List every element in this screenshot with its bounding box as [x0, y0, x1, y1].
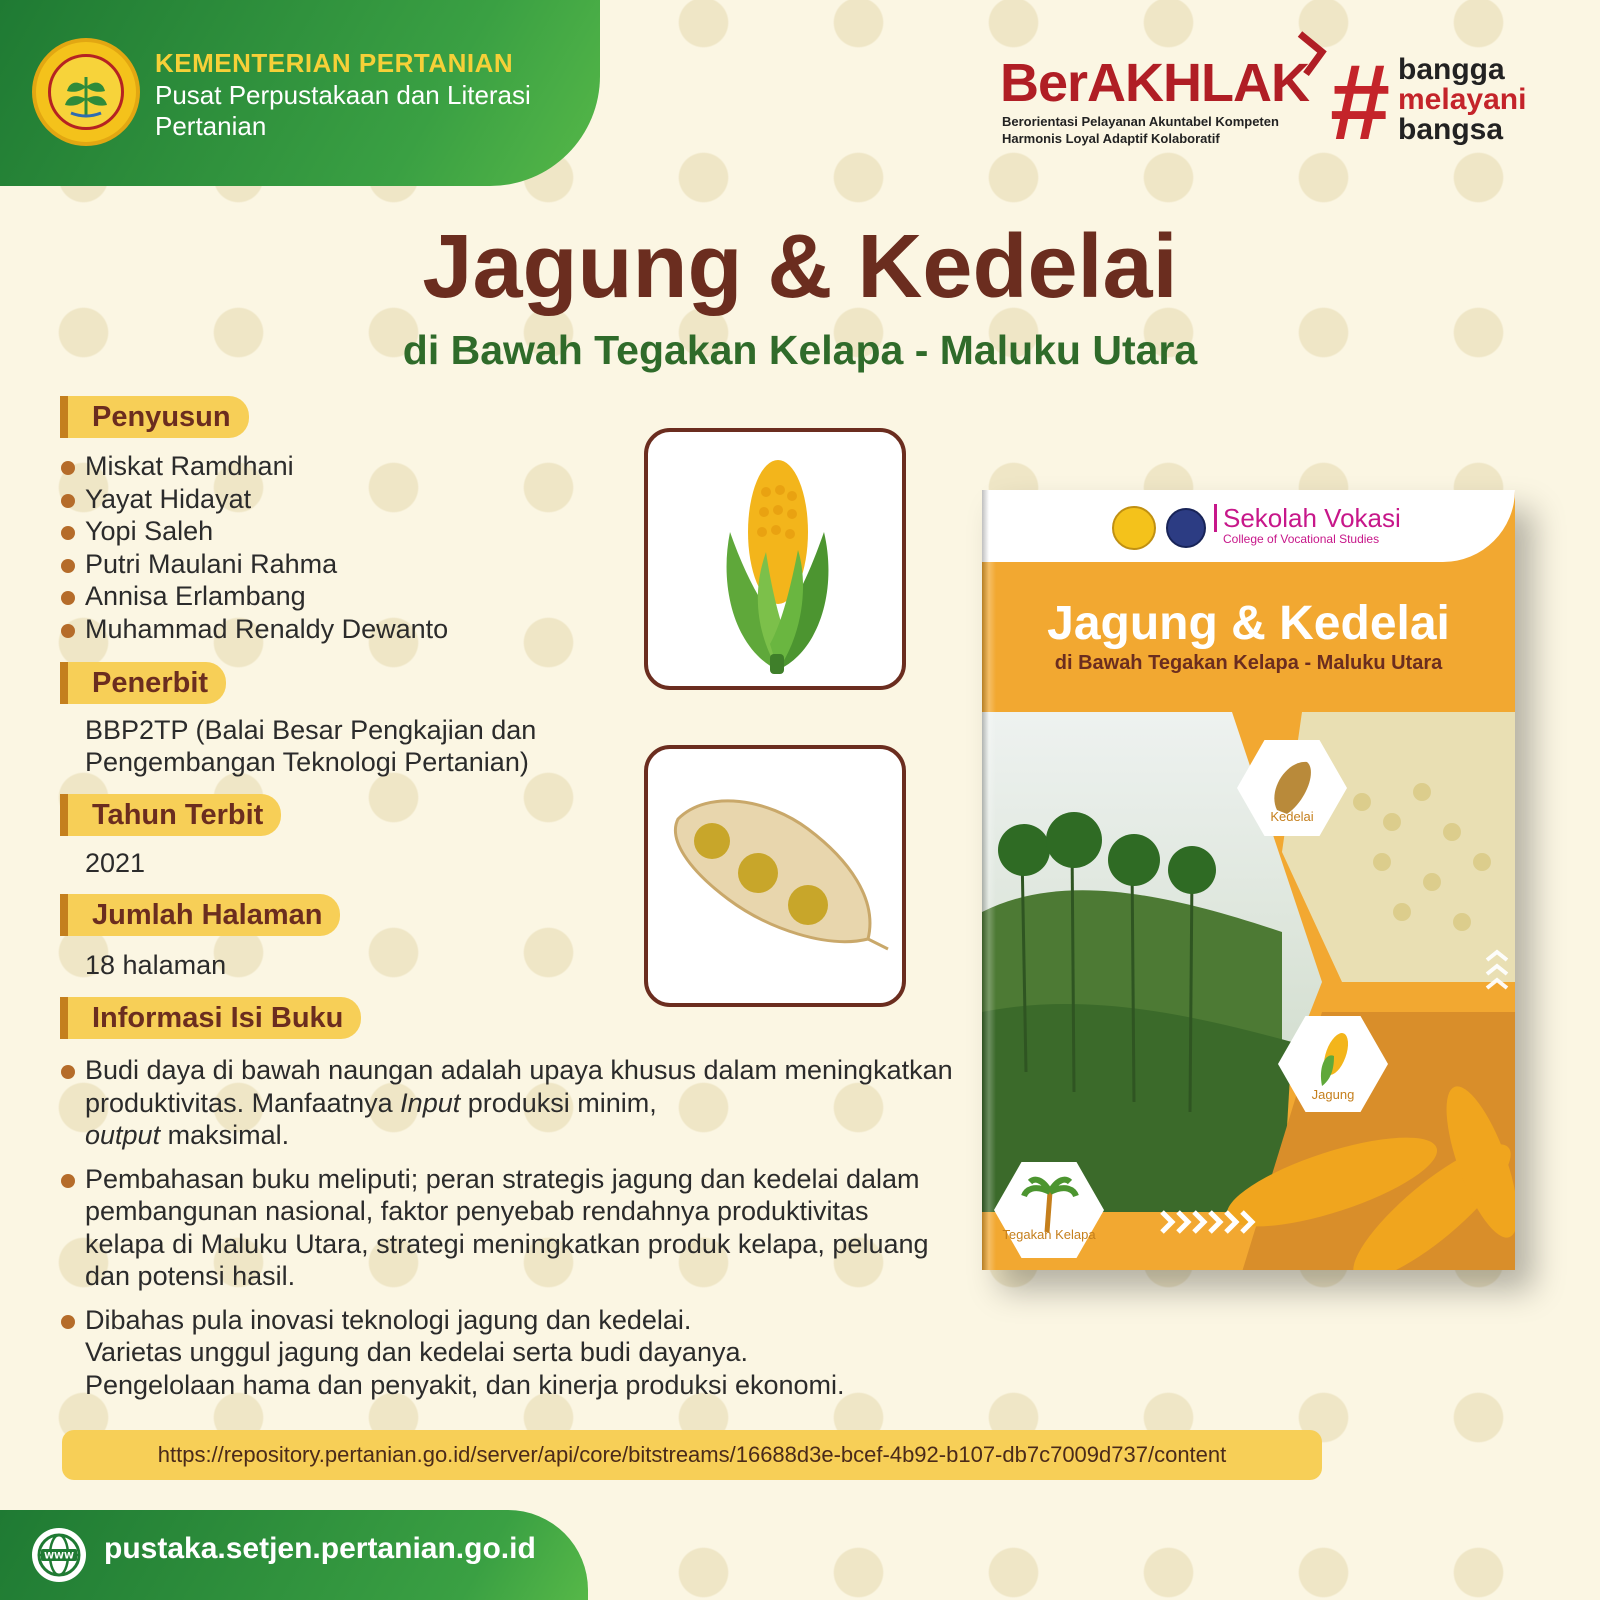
year-value: 2021 — [85, 848, 146, 878]
author-item: Yopi Saleh — [85, 515, 448, 548]
info-emphasis: output — [85, 1120, 161, 1150]
label-informasi: Informasi Isi Buku — [60, 997, 361, 1039]
bangga-word-2: melayani — [1398, 83, 1527, 116]
label-penyusun: Penyusun — [60, 396, 249, 438]
berakhlak-tagline-line1: Berorientasi Pelayanan Akuntabel Kompeten — [1002, 114, 1279, 129]
info-text: produksi minim, — [460, 1087, 657, 1118]
author-item: Muhammad Renaldy Dewanto — [85, 613, 449, 644]
info-item — [85, 1054, 955, 1152]
kedelai-label: Kedelai — [1270, 809, 1314, 824]
www-globe-icon — [30, 1526, 88, 1584]
book-subtitle: di Bawah Tegakan Kelapa - Maluku Utara — [1054, 652, 1443, 674]
info-line: Pengelolaan hama dan penyakit, dan kinerja produksi ekonomi. — [85, 1369, 845, 1400]
info-list — [85, 1054, 955, 1412]
publisher-line-1: BBP2TP (Balai Besar Pengkajian dan — [85, 715, 537, 745]
university-logo — [1166, 508, 1206, 548]
corn-icon — [648, 432, 902, 686]
info-emphasis: Input — [400, 1087, 461, 1118]
info-item — [85, 1304, 955, 1402]
soybean-pod-icon — [648, 749, 902, 1003]
book-title: Jagung & Kedelai — [1047, 597, 1450, 650]
berakhlak-tagline — [1002, 113, 1332, 147]
school-subtitle: College of Vocational Studies — [1223, 532, 1380, 546]
ministry-unit: Pusat Perpustakaan dan Literasi Pertanian — [155, 80, 531, 141]
bangga-word-1: bangga — [1398, 53, 1505, 86]
book-spine — [982, 490, 996, 1270]
ministry-logo-small — [1112, 506, 1156, 550]
berakhlak-logo-title: BerAKHLAK — [1000, 53, 1310, 113]
info-text: maksimal. — [160, 1120, 290, 1150]
berakhlak-tagline-line2: Harmonis Loyal Adaptif Kolaboratif — [1002, 131, 1220, 146]
corn-illustration-box — [644, 428, 906, 690]
ministry-name: KEMENTERIAN PERTANIAN — [155, 48, 514, 78]
author-list — [85, 450, 448, 645]
info-line: Varietas unggul jagung dan kedelai serta budi dayanya. — [85, 1337, 748, 1367]
soybean-illustration-box — [644, 745, 906, 1007]
author-item: Annisa Erlambang — [85, 580, 448, 613]
page-subtitle: di Bawah Tegakan Kelapa - Maluku Utara — [402, 327, 1198, 373]
footer-website-link[interactable]: pustaka.setjen.pertanian.go.id — [104, 1532, 536, 1565]
info-item: Pembahasan buku meliputi; peran strategis jagung dan kedelai dalam pembangunan nasional, faktor penyebab rendahnya produktivitas kelapa di Maluku Utara, strategi meningkatkan produk kelapa, peluang dan potensi hasil. — [85, 1163, 955, 1293]
bangga-word-3: bangsa — [1398, 113, 1504, 146]
school-name: Sekolah Vokasi — [1214, 504, 1401, 532]
info-line: Dibahas pula inovasi teknologi jagung dan kedelai. — [85, 1304, 692, 1335]
info-text: Budi daya di bawah naungan adalah upaya khusus dalam meningkatkan produktivitas. Manfaatnya — [85, 1055, 953, 1118]
label-jumlah-halaman: Jumlah Halaman — [60, 894, 340, 936]
publisher-value — [85, 714, 536, 778]
page-count-value: 18 halaman — [85, 950, 227, 980]
svg-text:WWW: WWW — [44, 1551, 74, 1562]
author-item: Yayat Hidayat — [85, 483, 448, 516]
book-cover — [982, 490, 1515, 1270]
chevron-right-icon — [1296, 30, 1328, 80]
hashtag-mark: # — [1330, 41, 1391, 162]
bangga-melayani-bangsa — [1398, 55, 1526, 145]
tegakan-label: Tegakan Kelapa — [1002, 1227, 1096, 1242]
author-item: Miskat Ramdhani — [85, 450, 448, 483]
publisher-line-2: Pengembangan Teknologi Pertanian) — [85, 747, 529, 777]
jagung-label: Jagung — [1311, 1087, 1355, 1102]
source-url[interactable]: https://repository.pertanian.go.id/server/api/core/bitstreams/16688d3e-bcef-4b92-b107-db7c7009d737/content — [62, 1430, 1322, 1480]
label-penerbit: Penerbit — [60, 662, 226, 704]
author-item: Putri Maulani Rahma — [85, 548, 448, 581]
ministry-logo — [32, 38, 140, 146]
label-tahun-terbit: Tahun Terbit — [60, 794, 281, 836]
page-title: Jagung & Kedelai — [422, 217, 1178, 317]
